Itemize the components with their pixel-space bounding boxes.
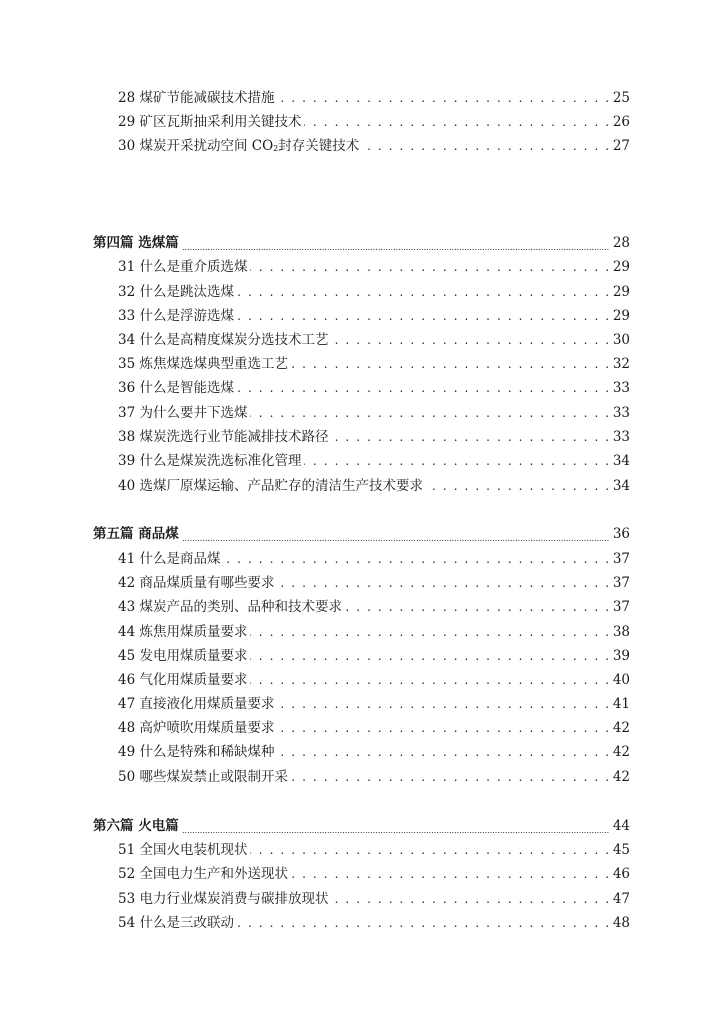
toc-entry-page: 26 bbox=[609, 112, 630, 132]
toc-entry[interactable] bbox=[0, 476, 724, 496]
toc-entry-title: 43 煤炭产品的类别、品种和技术要求 bbox=[118, 597, 345, 617]
toc-entry[interactable] bbox=[0, 549, 724, 569]
toc-entry-page: 29 bbox=[609, 257, 630, 277]
toc-entry-page: 37 bbox=[609, 549, 630, 569]
toc-entry-title: 48 高炉喷吹用煤质量要求 bbox=[118, 718, 277, 738]
toc-entry-page: 46 bbox=[609, 864, 630, 884]
toc-entry-title: 42 商品煤质量有哪些要求 bbox=[118, 573, 277, 593]
toc-entry-title: 46 气化用煤质量要求 bbox=[118, 670, 250, 690]
toc-entry[interactable] bbox=[0, 112, 724, 132]
toc-entry-page: 37 bbox=[609, 573, 630, 593]
toc-entry-title: 36 什么是智能选煤 bbox=[118, 378, 237, 398]
toc-entry-title: 44 炼焦用煤质量要求 bbox=[118, 622, 250, 642]
toc-entry[interactable] bbox=[0, 646, 724, 666]
toc-entry-title: 31 什么是重介质选煤 bbox=[118, 257, 250, 277]
toc-entry[interactable] bbox=[0, 451, 724, 471]
toc-entry-title: 37 为什么要井下选煤 bbox=[118, 403, 250, 423]
toc-entry-page: 38 bbox=[609, 622, 630, 642]
toc-entry[interactable] bbox=[0, 354, 724, 374]
toc-entry-page: 40 bbox=[609, 670, 630, 690]
toc-entry-title: 38 煤炭洗选行业节能减排技术路径 bbox=[118, 427, 331, 447]
toc-entry-title: 39 什么是煤炭洗选标准化管理 bbox=[118, 451, 304, 471]
toc-entry[interactable] bbox=[0, 306, 724, 326]
toc-entry-title: 29 矿区瓦斯抽采利用关键技术 bbox=[118, 112, 304, 132]
toc-part-heading[interactable] bbox=[0, 816, 724, 836]
toc-entry[interactable] bbox=[0, 622, 724, 642]
toc-entry-title: 47 直接液化用煤质量要求 bbox=[118, 694, 277, 714]
part-title: 第四篇 选煤篇 bbox=[93, 233, 182, 253]
toc-entry-page: 32 bbox=[609, 354, 630, 374]
toc-entry-title: 35 炼焦煤选煤典型重选工艺 bbox=[118, 354, 291, 374]
toc-entry-page: 41 bbox=[609, 694, 630, 714]
toc-entry[interactable] bbox=[0, 742, 724, 762]
toc-entry[interactable] bbox=[0, 257, 724, 277]
toc-entry[interactable] bbox=[0, 889, 724, 909]
toc-entry-title: 32 什么是跳汰选煤 bbox=[118, 282, 237, 302]
part-page: 44 bbox=[609, 816, 630, 836]
title-text: 30 煤炭开采扰动空间 CO bbox=[118, 138, 274, 154]
toc-entry-page: 30 bbox=[609, 330, 630, 350]
toc-entry[interactable] bbox=[0, 597, 724, 617]
toc-entry[interactable] bbox=[0, 330, 724, 350]
toc-entry[interactable] bbox=[0, 913, 724, 933]
toc-entry-page: 33 bbox=[609, 427, 630, 447]
toc-entry-page: 42 bbox=[609, 742, 630, 762]
toc-entry-title: 33 什么是浮游选煤 bbox=[118, 306, 237, 326]
toc-entry-page: 33 bbox=[609, 403, 630, 423]
toc-entry[interactable] bbox=[0, 282, 724, 302]
toc-entry[interactable] bbox=[0, 718, 724, 738]
part-page: 28 bbox=[609, 233, 630, 253]
toc-entry-page: 45 bbox=[609, 840, 630, 860]
part-page: 36 bbox=[609, 524, 630, 544]
toc-entry[interactable] bbox=[0, 427, 724, 447]
toc-entry[interactable] bbox=[0, 840, 724, 860]
toc-entry[interactable] bbox=[0, 767, 724, 787]
part-title: 第五篇 商品煤 bbox=[93, 524, 182, 544]
toc-entry-page: 34 bbox=[609, 451, 630, 471]
toc-entry-title: 51 全国火电装机现状 bbox=[118, 840, 250, 860]
toc-entry-title: 54 什么是三改联动 bbox=[118, 913, 237, 933]
toc-entry-title: 28 煤矿节能减碳技术措施 bbox=[118, 88, 277, 108]
toc-entry-page: 29 bbox=[609, 306, 630, 326]
toc-entry-title: 41 什么是商品煤 bbox=[118, 549, 223, 569]
toc-entry-title bbox=[118, 136, 362, 159]
toc-entry-title: 49 什么是特殊和稀缺煤种 bbox=[118, 742, 277, 762]
toc-entry-page: 47 bbox=[609, 889, 630, 909]
toc-entry-title: 34 什么是高精度煤炭分选技术工艺 bbox=[118, 330, 331, 350]
toc-entry-page: 42 bbox=[609, 718, 630, 738]
toc-entry-title: 52 全国电力生产和外送现状 bbox=[118, 864, 291, 884]
toc-part-heading[interactable] bbox=[0, 524, 724, 544]
toc-entry-page: 33 bbox=[609, 378, 630, 398]
title-text: 封存关键技术 bbox=[278, 138, 360, 154]
toc-entry-page: 37 bbox=[609, 597, 630, 617]
toc-entry-title: 53 电力行业煤炭消费与碳排放现状 bbox=[118, 889, 331, 909]
toc-entry[interactable] bbox=[0, 573, 724, 593]
toc-entry-page: 34 bbox=[609, 476, 630, 496]
toc-part-heading[interactable] bbox=[0, 233, 724, 253]
toc-entry[interactable] bbox=[0, 670, 724, 690]
toc-entry-page: 48 bbox=[609, 913, 630, 933]
toc-entry[interactable] bbox=[0, 136, 724, 156]
toc-entry[interactable] bbox=[0, 88, 724, 108]
part-title: 第六篇 火电篇 bbox=[93, 816, 182, 836]
toc-entry[interactable] bbox=[0, 403, 724, 423]
toc-entry-page: 42 bbox=[609, 767, 630, 787]
subscript: 2 bbox=[273, 144, 279, 153]
toc-entry[interactable] bbox=[0, 694, 724, 714]
toc-entry-page: 27 bbox=[609, 136, 630, 156]
toc-entry-title: 50 哪些煤炭禁止或限制开采 bbox=[118, 767, 291, 787]
toc-entry[interactable] bbox=[0, 378, 724, 398]
toc-entry[interactable] bbox=[0, 864, 724, 884]
toc-entry-page: 39 bbox=[609, 646, 630, 666]
toc-entry-title: 40 选煤厂原煤运输、产品贮存的清洁生产技术要求 bbox=[118, 476, 426, 496]
toc-entry-title: 45 发电用煤质量要求 bbox=[118, 646, 250, 666]
toc-entry-page: 25 bbox=[609, 88, 630, 108]
toc-entry-page: 29 bbox=[609, 282, 630, 302]
